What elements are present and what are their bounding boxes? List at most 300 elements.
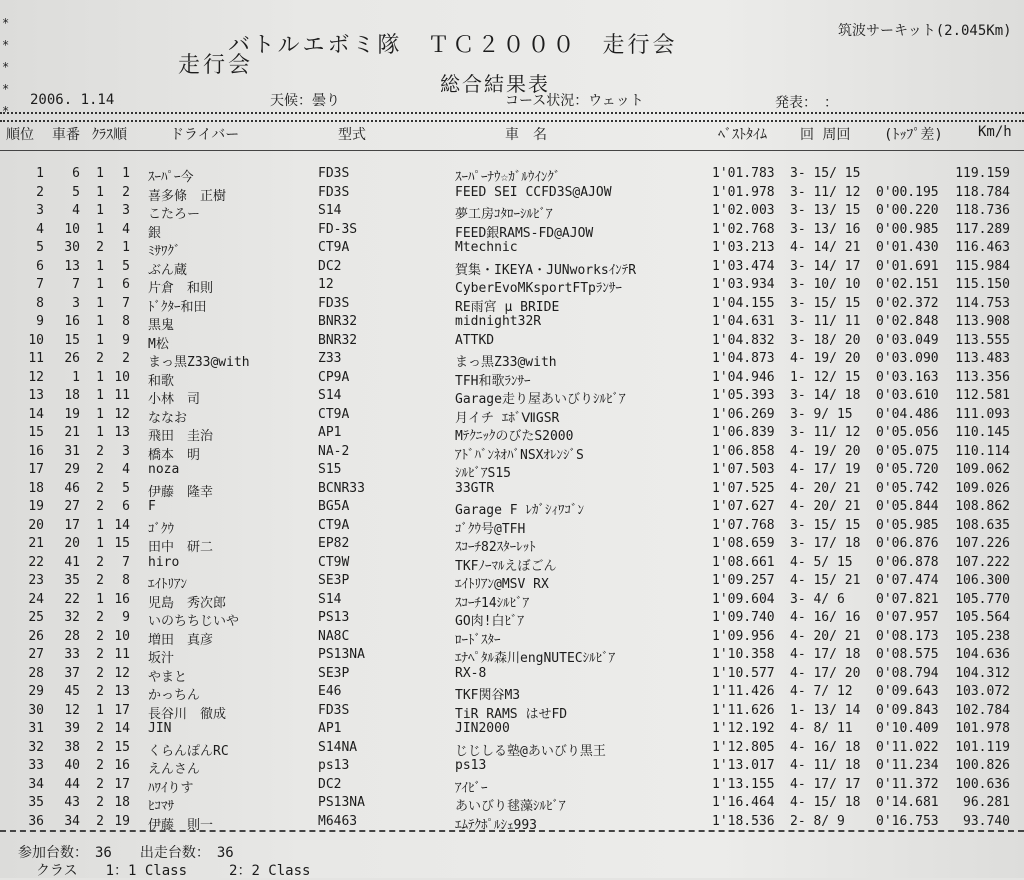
table-row bbox=[0, 185, 1024, 204]
cell-class-pos: 9 bbox=[122, 610, 130, 625]
cell-kmh: 108.635 bbox=[955, 517, 1010, 533]
cell-car-no: 46 bbox=[64, 480, 80, 496]
cell-best-time: 1'01.978 bbox=[712, 184, 775, 200]
cell-car-name: ｴﾅﾍﾟﾀﾙ森川engNUTECｼﾙﾋﾞｱ bbox=[455, 651, 616, 666]
cell-class: 2 bbox=[96, 739, 104, 755]
cell-class-pos: 10 bbox=[114, 628, 130, 644]
cell-best-time: 1'06.839 bbox=[712, 425, 775, 440]
cell-pos: 9 bbox=[36, 314, 44, 329]
cell-car-name: FEED SEI CCFD3S@AJOW bbox=[455, 184, 612, 200]
cell-gap: 0'16.753 bbox=[876, 813, 939, 829]
cell-kmh: 105.238 bbox=[955, 628, 1010, 644]
cell-laps: 3- 18/ 20 bbox=[790, 332, 861, 348]
cell-gap: 0'08.575 bbox=[876, 647, 939, 662]
cell-class: 2 bbox=[96, 684, 104, 699]
cell-gap: 0'07.957 bbox=[876, 610, 939, 625]
cell-car-no: 31 bbox=[64, 443, 80, 459]
cell-laps: 3- 9/ 15 bbox=[790, 406, 853, 422]
col-model: 型式 bbox=[338, 127, 366, 143]
table-row bbox=[0, 740, 1024, 759]
cell-class: 1 bbox=[96, 406, 104, 422]
cell-driver: かっちん bbox=[148, 688, 201, 703]
cell-class: 2 bbox=[96, 443, 104, 459]
cell-driver: 長谷川 徹成 bbox=[148, 706, 227, 722]
cell-car-name: 夢工房ｺﾀﾛｰｼﾙﾋﾞｱ bbox=[455, 207, 553, 222]
cell-best-time: 1'16.464 bbox=[712, 795, 775, 810]
cell-kmh: 118.736 bbox=[955, 203, 1010, 218]
cell-driver: こたろー bbox=[148, 207, 201, 222]
cell-driver: ぶん蔵 bbox=[148, 262, 188, 278]
cell-pos: 2 bbox=[36, 184, 44, 200]
cell-laps: 4- 15/ 18 bbox=[790, 795, 861, 810]
cell-model: 12 bbox=[318, 277, 334, 292]
cell-class: 1 bbox=[96, 369, 104, 385]
cell-laps: 4- 16/ 16 bbox=[790, 610, 861, 625]
cell-car-no: 26 bbox=[64, 351, 80, 366]
cell-kmh: 104.312 bbox=[955, 665, 1010, 681]
table-row bbox=[0, 388, 1024, 407]
cell-class-pos: 5 bbox=[122, 480, 130, 496]
cell-gap: 0'08.173 bbox=[876, 628, 939, 644]
cell-kmh: 106.300 bbox=[955, 573, 1010, 588]
cell-car-name: ｴﾑﾃｸﾎﾟﾙｼｪ993 bbox=[455, 817, 537, 833]
cell-model: AP1 bbox=[318, 425, 342, 440]
cell-driver: ﾐｻﾜｸﾞ bbox=[148, 244, 181, 259]
cell-best-time: 1'11.426 bbox=[712, 684, 775, 699]
announcement: 発表： ： bbox=[775, 95, 838, 111]
cell-best-time: 1'07.768 bbox=[712, 517, 775, 533]
cell-gap: 0'07.474 bbox=[876, 573, 939, 588]
cell-car-no: 38 bbox=[64, 739, 80, 755]
cell-best-time: 1'10.577 bbox=[712, 665, 775, 681]
cell-laps: 3- 4/ 6 bbox=[790, 591, 845, 607]
cell-best-time: 1'07.525 bbox=[712, 480, 775, 496]
course-condition: コース状況：ウェット bbox=[505, 93, 644, 109]
cell-best-time: 1'11.626 bbox=[712, 702, 775, 718]
cell-laps: 3- 11/ 12 bbox=[790, 184, 861, 200]
cell-laps: 3- 14/ 18 bbox=[790, 388, 861, 403]
cell-model: S14 bbox=[318, 203, 342, 218]
cell-best-time: 1'09.604 bbox=[712, 591, 775, 607]
table-row bbox=[0, 407, 1024, 426]
col-car-name: 車 名 bbox=[505, 127, 547, 143]
cell-car-name: ATTKD bbox=[455, 332, 495, 348]
cell-kmh: 113.356 bbox=[955, 369, 1010, 385]
cell-class-pos: 3 bbox=[122, 443, 130, 459]
cell-class: 2 bbox=[96, 610, 104, 625]
cell-driver: 橋本 明 bbox=[148, 447, 201, 463]
cell-laps: 4- 7/ 12 bbox=[790, 684, 853, 699]
cell-class: 2 bbox=[96, 554, 104, 570]
cell-class-pos: 1 bbox=[122, 166, 130, 181]
cell-gap: 0'02.848 bbox=[876, 314, 939, 329]
cell-class: 1 bbox=[96, 258, 104, 274]
cell-laps: 4- 19/ 20 bbox=[790, 351, 861, 366]
cell-car-no: 5 bbox=[72, 184, 80, 200]
table-row bbox=[0, 370, 1024, 389]
cell-driver: JIN bbox=[148, 721, 172, 736]
cell-driver: F bbox=[148, 499, 156, 514]
cell-car-no: 15 bbox=[64, 332, 80, 348]
cell-car-no: 34 bbox=[64, 813, 80, 829]
class-legend: クラス 1：1 Class 2：2 Class bbox=[36, 863, 311, 879]
cell-car-name: RE雨宮 μ BRIDE bbox=[455, 299, 560, 315]
cell-class-pos: 2 bbox=[122, 184, 130, 200]
cell-driver: ｴｲﾄﾘｱﾝ bbox=[148, 577, 187, 592]
cell-model: BNR32 bbox=[318, 314, 358, 329]
cell-laps: 3- 14/ 17 bbox=[790, 258, 861, 274]
circuit-name: 筑波サーキット(2.045Km) bbox=[838, 23, 1012, 39]
cell-model: NA-2 bbox=[318, 443, 350, 459]
cell-model: PS13NA bbox=[318, 795, 365, 810]
cell-class-pos: 14 bbox=[114, 721, 130, 736]
cell-model: DC2 bbox=[318, 258, 342, 274]
cell-best-time: 1'09.257 bbox=[712, 573, 775, 588]
cell-class: 2 bbox=[96, 351, 104, 366]
cell-driver: 喜多條 正樹 bbox=[148, 188, 227, 204]
cell-car-name: RX-8 bbox=[455, 665, 487, 681]
cell-best-time: 1'04.631 bbox=[712, 314, 775, 329]
cell-car-name: MﾃｸﾆｯｸのびたS2000 bbox=[455, 429, 574, 444]
cell-driver: 伊藤 則一 bbox=[148, 817, 214, 833]
cell-driver: 小林 司 bbox=[148, 392, 201, 407]
cell-pos: 10 bbox=[28, 332, 44, 348]
cell-gap: 0'04.486 bbox=[876, 406, 939, 422]
table-row bbox=[0, 777, 1024, 796]
cell-car-name: TKFﾉｰﾏﾙえぼごん bbox=[455, 558, 557, 574]
cell-class-pos: 12 bbox=[114, 665, 130, 681]
cell-driver: ｽｰﾊﾟｰ今 bbox=[148, 170, 194, 185]
cell-car-name: FEED銀RAMS-FD@AJOW bbox=[455, 225, 594, 241]
cell-class-pos: 7 bbox=[122, 554, 130, 570]
cell-class: 2 bbox=[96, 573, 104, 588]
cell-car-no: 21 bbox=[64, 425, 80, 440]
cell-car-name: Mtechnic bbox=[455, 240, 518, 255]
cell-best-time: 1'03.213 bbox=[712, 240, 775, 255]
cell-car-name: JIN2000 bbox=[455, 721, 510, 736]
cell-class: 1 bbox=[96, 702, 104, 718]
cell-class-pos: 9 bbox=[122, 332, 130, 348]
cell-class: 1 bbox=[96, 277, 104, 292]
cell-class-pos: 8 bbox=[122, 573, 130, 588]
cell-car-name: ｽｺｰﾁ14ｼﾙﾋﾞｱ bbox=[455, 595, 530, 611]
cell-kmh: 118.784 bbox=[955, 184, 1010, 200]
cell-car-name: 33GTR bbox=[455, 480, 495, 496]
col-kmh: Km/h bbox=[978, 124, 1012, 140]
cell-best-time: 1'13.155 bbox=[712, 776, 775, 792]
cell-best-time: 1'04.873 bbox=[712, 351, 775, 366]
cell-class-pos: 8 bbox=[122, 314, 130, 329]
cell-gap: 0'03.049 bbox=[876, 332, 939, 348]
cell-class: 2 bbox=[96, 721, 104, 736]
cell-best-time: 1'07.627 bbox=[712, 499, 775, 514]
cell-car-name: ｺﾞｸｳ号@TFH bbox=[455, 521, 526, 537]
cell-model: S14 bbox=[318, 591, 342, 607]
table-row bbox=[0, 499, 1024, 518]
cell-driver: 飛田 圭治 bbox=[148, 429, 214, 444]
cell-laps: 4- 17/ 18 bbox=[790, 647, 861, 662]
cell-car-no: 20 bbox=[64, 536, 80, 551]
cell-laps: 3- 17/ 18 bbox=[790, 536, 861, 551]
cell-model: NA8C bbox=[318, 628, 350, 644]
cell-gap: 0'00.220 bbox=[876, 203, 939, 218]
cell-gap: 0'07.821 bbox=[876, 591, 939, 607]
cell-model: DC2 bbox=[318, 776, 342, 792]
cell-best-time: 1'02.003 bbox=[712, 203, 775, 218]
cell-class: 1 bbox=[96, 184, 104, 200]
cell-class: 1 bbox=[96, 332, 104, 348]
cell-driver: 和歌 bbox=[148, 373, 175, 389]
cell-kmh: 93.740 bbox=[963, 813, 1010, 829]
cell-class-pos: 4 bbox=[122, 462, 130, 477]
cell-laps: 1- 13/ 14 bbox=[790, 702, 861, 718]
cell-car-no: 41 bbox=[64, 554, 80, 570]
cell-driver: ﾋｺﾏｻ bbox=[148, 799, 174, 814]
cell-laps: 3- 13/ 16 bbox=[790, 221, 861, 237]
cell-pos: 23 bbox=[28, 573, 44, 588]
cell-laps: 4- 19/ 20 bbox=[790, 443, 861, 459]
cell-kmh: 115.984 bbox=[955, 258, 1010, 274]
cell-model: BNR32 bbox=[318, 332, 358, 348]
cell-laps: 4- 17/ 17 bbox=[790, 776, 861, 792]
cell-car-no: 44 bbox=[64, 776, 80, 792]
cell-class-pos: 17 bbox=[114, 776, 130, 792]
cell-kmh: 116.463 bbox=[955, 240, 1010, 255]
cell-pos: 27 bbox=[28, 647, 44, 662]
col-driver: ドライバー bbox=[170, 127, 240, 143]
cell-laps: 3- 15/ 15 bbox=[790, 166, 861, 181]
cell-class-pos: 12 bbox=[114, 406, 130, 422]
cell-car-name: じじしる塾@あいびり黒王 bbox=[455, 743, 606, 759]
cell-class-pos: 3 bbox=[122, 203, 130, 218]
cell-car-name: ｱﾄﾞﾊﾞﾝﾈｵﾊﾞNSXｵﾚﾝｼﾞS bbox=[455, 447, 584, 463]
cell-kmh: 109.026 bbox=[955, 480, 1010, 496]
cell-model: M6463 bbox=[318, 813, 358, 829]
cell-car-name: 賀集・IKEYA・JUNworksｲﾝﾃR bbox=[455, 262, 637, 278]
cell-car-no: 3 bbox=[72, 295, 80, 311]
cell-laps: 1- 12/ 15 bbox=[790, 369, 861, 385]
cell-driver: まっ黒Z33@with bbox=[148, 355, 250, 370]
cell-class-pos: 17 bbox=[114, 702, 130, 718]
cell-kmh: 109.062 bbox=[955, 462, 1010, 477]
cell-car-no: 30 bbox=[64, 240, 80, 255]
cell-car-name: midnight32R bbox=[455, 314, 542, 329]
cell-driver: 増田 真彦 bbox=[148, 632, 214, 648]
cell-model: PS13 bbox=[318, 610, 350, 625]
cell-class-pos: 7 bbox=[122, 295, 130, 311]
cell-best-time: 1'05.393 bbox=[712, 388, 775, 403]
cell-car-no: 37 bbox=[64, 665, 80, 681]
cell-gap: 0'06.876 bbox=[876, 536, 939, 551]
cell-best-time: 1'04.155 bbox=[712, 295, 775, 311]
cell-best-time: 1'10.358 bbox=[712, 647, 775, 662]
cell-laps: 4- 17/ 20 bbox=[790, 665, 861, 681]
cell-gap: 0'01.430 bbox=[876, 240, 939, 255]
cell-best-time: 1'09.740 bbox=[712, 610, 775, 625]
cell-best-time: 1'03.934 bbox=[712, 277, 775, 292]
col-best-time: ﾍﾞｽﾄﾀｲﾑ bbox=[718, 127, 767, 143]
table-row bbox=[0, 629, 1024, 648]
cell-gap: 0'05.075 bbox=[876, 443, 939, 459]
cell-class: 2 bbox=[96, 240, 104, 255]
cell-car-no: 1 bbox=[72, 369, 80, 385]
cell-laps: 4- 20/ 21 bbox=[790, 628, 861, 644]
cell-gap: 0'05.844 bbox=[876, 499, 939, 514]
cell-pos: 30 bbox=[28, 702, 44, 718]
cell-car-no: 35 bbox=[64, 573, 80, 588]
cell-car-name: ｱｲﾋﾞｰ bbox=[455, 780, 488, 796]
cell-class-pos: 1 bbox=[122, 240, 130, 255]
cell-best-time: 1'01.783 bbox=[712, 166, 775, 181]
cell-model: SE3P bbox=[318, 665, 350, 681]
cell-best-time: 1'09.956 bbox=[712, 628, 775, 644]
cell-best-time: 1'12.192 bbox=[712, 721, 775, 736]
cell-model: S14 bbox=[318, 388, 342, 403]
col-pos: 順位 bbox=[6, 127, 34, 143]
cell-car-no: 16 bbox=[64, 314, 80, 329]
cell-class: 2 bbox=[96, 776, 104, 792]
cell-gap: 0'00.985 bbox=[876, 221, 939, 237]
cell-laps: 4- 20/ 21 bbox=[790, 480, 861, 496]
cell-pos: 31 bbox=[28, 721, 44, 736]
cell-class: 2 bbox=[96, 462, 104, 477]
table-row bbox=[0, 462, 1024, 481]
header-underline bbox=[0, 150, 1024, 151]
cell-car-no: 17 bbox=[64, 517, 80, 533]
cell-class-pos: 6 bbox=[122, 499, 130, 514]
cell-pos: 5 bbox=[36, 240, 44, 255]
cell-class: 1 bbox=[96, 425, 104, 440]
cell-kmh: 103.072 bbox=[955, 684, 1010, 699]
cell-class-pos: 4 bbox=[122, 221, 130, 237]
cell-class: 2 bbox=[96, 758, 104, 773]
cell-kmh: 114.753 bbox=[955, 295, 1010, 311]
cell-laps: 3- 15/ 15 bbox=[790, 295, 861, 311]
cell-gap: 0'02.372 bbox=[876, 295, 939, 311]
cell-pos: 29 bbox=[28, 684, 44, 699]
cell-pos: 11 bbox=[28, 351, 44, 366]
cell-best-time: 1'04.946 bbox=[712, 369, 775, 385]
cell-class: 1 bbox=[96, 517, 104, 533]
cell-gap: 0'11.022 bbox=[876, 739, 939, 755]
cell-car-name: ps13 bbox=[455, 758, 487, 773]
cell-car-name: ｽｺｰﾁ82ｽﾀｰﾚｯﾄ bbox=[455, 540, 536, 555]
cell-gap: 0'09.643 bbox=[876, 684, 939, 699]
cell-pos: 4 bbox=[36, 221, 44, 237]
cell-class: 2 bbox=[96, 813, 104, 829]
cell-kmh: 113.908 bbox=[955, 314, 1010, 329]
cell-kmh: 100.826 bbox=[955, 758, 1010, 773]
cell-driver: ﾄﾞｸﾀｰ和田 bbox=[148, 299, 207, 315]
cell-driver: ｺﾞｸｳ bbox=[148, 521, 174, 537]
cell-pos: 14 bbox=[28, 406, 44, 422]
event-subtitle: 走行会 bbox=[178, 53, 254, 78]
cell-pos: 22 bbox=[28, 554, 44, 570]
cell-kmh: 104.636 bbox=[955, 647, 1010, 662]
cell-class: 2 bbox=[96, 647, 104, 662]
event-date: 2006. 1.14 bbox=[30, 92, 115, 108]
cell-pos: 8 bbox=[36, 295, 44, 311]
table-row bbox=[0, 240, 1024, 259]
cell-pos: 12 bbox=[28, 369, 44, 385]
cell-class-pos: 16 bbox=[114, 591, 130, 607]
cell-driver: くらんぽんRC bbox=[148, 743, 229, 759]
cell-laps: 4- 15/ 21 bbox=[790, 573, 861, 588]
cell-car-no: 18 bbox=[64, 388, 80, 403]
cell-laps: 4- 17/ 19 bbox=[790, 462, 861, 477]
cell-best-time: 1'18.536 bbox=[712, 813, 775, 829]
cell-class-pos: 19 bbox=[114, 813, 130, 829]
cell-model: ps13 bbox=[318, 758, 350, 773]
cell-model: FD3S bbox=[318, 295, 350, 311]
cell-gap: 0'05.985 bbox=[876, 517, 939, 533]
cell-laps: 4- 11/ 18 bbox=[790, 758, 861, 773]
cell-best-time: 1'08.661 bbox=[712, 554, 775, 570]
cell-kmh: 96.281 bbox=[963, 795, 1010, 810]
cell-class: 1 bbox=[96, 314, 104, 329]
cell-gap: 0'05.720 bbox=[876, 462, 939, 477]
cell-pos: 32 bbox=[28, 739, 44, 755]
cell-car-name: まっ黒Z33@with bbox=[455, 355, 557, 370]
cell-car-name: TFH和歌ﾗﾝｻｰ bbox=[455, 373, 531, 389]
cell-class: 1 bbox=[96, 536, 104, 551]
cell-best-time: 1'02.768 bbox=[712, 221, 775, 237]
cell-model: FD3S bbox=[318, 184, 350, 200]
cell-model: CT9A bbox=[318, 406, 350, 422]
cell-gap: 0'08.794 bbox=[876, 665, 939, 681]
cell-laps: 3- 15/ 15 bbox=[790, 517, 861, 533]
cell-car-name: ﾛｰﾄﾞｽﾀｰ bbox=[455, 632, 501, 648]
table-row bbox=[0, 573, 1024, 592]
cell-laps: 4- 14/ 21 bbox=[790, 240, 861, 255]
cell-gap: 0'05.742 bbox=[876, 480, 939, 496]
cell-car-name: TKF関谷M3 bbox=[455, 688, 521, 703]
cell-car-no: 12 bbox=[64, 702, 80, 718]
table-row bbox=[0, 592, 1024, 611]
cell-class-pos: 2 bbox=[122, 351, 130, 366]
cell-driver: 坂汁 bbox=[148, 651, 175, 666]
weather: 天候：曇り bbox=[270, 93, 340, 109]
col-class-pos: ｸﾗｽ順 bbox=[92, 127, 127, 143]
cell-best-time: 1'06.269 bbox=[712, 406, 775, 422]
cell-class-pos: 5 bbox=[122, 258, 130, 274]
cell-pos: 20 bbox=[28, 517, 44, 533]
cell-car-no: 33 bbox=[64, 647, 80, 662]
cell-car-no: 40 bbox=[64, 758, 80, 773]
table-row bbox=[0, 277, 1024, 296]
cell-driver: 児島 秀次郎 bbox=[148, 595, 227, 611]
cell-pos: 18 bbox=[28, 480, 44, 496]
cell-gap: 0'09.843 bbox=[876, 702, 939, 718]
cell-car-no: 22 bbox=[64, 591, 80, 607]
cell-car-name: GO肉!白ﾋﾞｱ bbox=[455, 614, 524, 629]
cell-best-time: 1'04.832 bbox=[712, 332, 775, 348]
cell-laps: 4- 16/ 18 bbox=[790, 739, 861, 755]
col-laps: 回 周回 bbox=[800, 127, 851, 143]
cell-driver: 伊藤 隆幸 bbox=[148, 484, 214, 500]
cell-kmh: 100.636 bbox=[955, 776, 1010, 792]
col-car-no: 車番 bbox=[52, 127, 80, 143]
cell-model: EP82 bbox=[318, 536, 350, 551]
cell-class: 2 bbox=[96, 499, 104, 514]
cell-model: FD3S bbox=[318, 702, 350, 718]
cell-best-time: 1'08.659 bbox=[712, 536, 775, 551]
cell-model: SE3P bbox=[318, 573, 350, 588]
table-row bbox=[0, 222, 1024, 241]
cell-pos: 26 bbox=[28, 628, 44, 644]
cell-car-name: 月イチ ｴﾎﾞⅦGSR bbox=[455, 410, 560, 426]
cell-gap: 0'14.681 bbox=[876, 795, 939, 810]
